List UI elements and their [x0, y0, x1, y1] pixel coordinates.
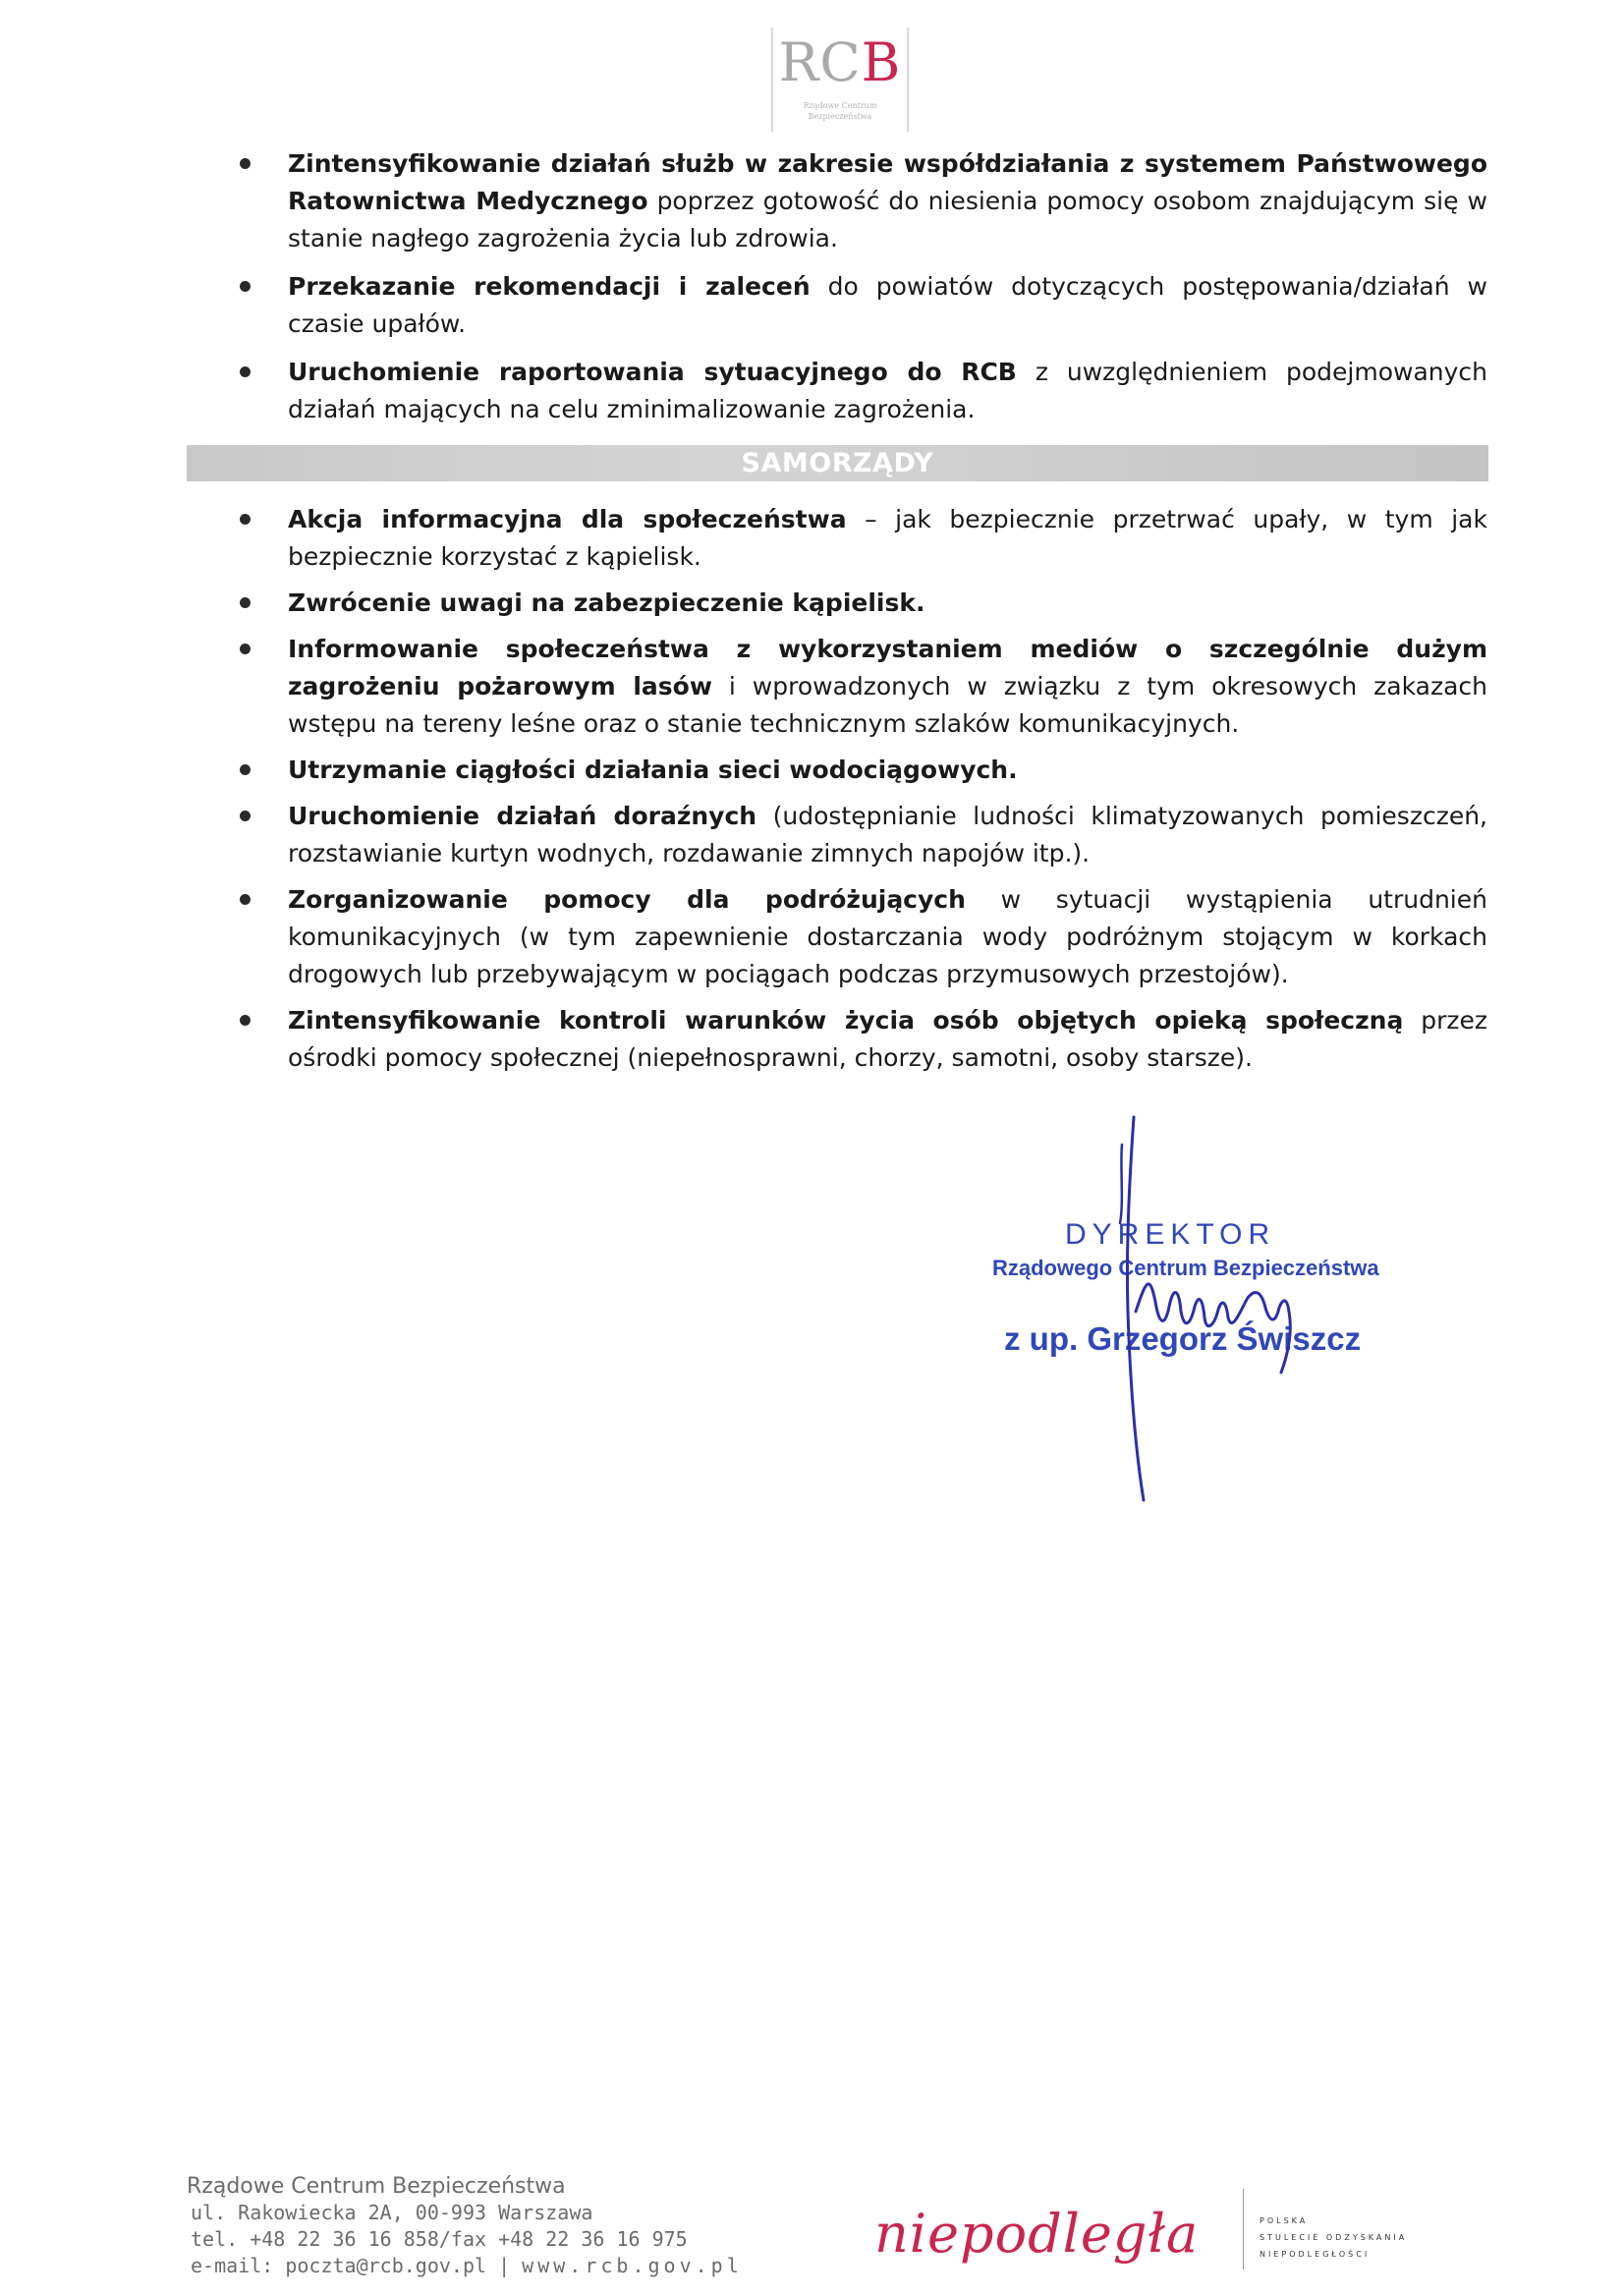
centenary-caption-line1: POLSKA	[1260, 2216, 1309, 2225]
bullet-icon	[240, 597, 251, 608]
list-item-bold: Uruchomienie działań doraźnych	[288, 802, 757, 830]
list-item-bold: Zwrócenie uwagi na zabezpieczenie kąpielisk.	[288, 588, 925, 617]
section-header-bar	[187, 445, 1488, 481]
bullet-icon	[240, 158, 251, 169]
section-title: SAMORZĄDY	[741, 448, 934, 478]
list-item-bold: Przekazanie rekomendacji i zaleceń	[288, 272, 811, 301]
list-item	[238, 881, 1487, 993]
list-item	[238, 585, 1487, 622]
list-item-text: i wprowadzonych w związku z tym okresowych zakazach wstępu na tereny leśne oraz o stanie technicznym szlaków komunikacyjnych.	[288, 672, 1487, 738]
bullet-icon	[240, 764, 251, 775]
handwritten-signature	[1100, 1115, 1336, 1508]
list-item	[238, 354, 1487, 428]
list-item-bold: Zorganizowanie pomocy dla podróżujących	[288, 885, 966, 914]
centenary-caption	[1260, 2212, 1407, 2263]
footer-street: ul. Rakowiecka 2A, 00-993 Warszawa	[191, 2201, 593, 2224]
logo-mark	[767, 31, 913, 94]
stamp-organization: Rządowego Centrum Bezpieczeństwa	[992, 1256, 1379, 1280]
list-item	[238, 145, 1487, 257]
list-item	[238, 631, 1487, 743]
bullet-icon	[240, 894, 251, 905]
centenary-caption-line2: STULECIE ODZYSKANIA	[1260, 2233, 1408, 2242]
logo-subtitle-line2: Bezpieczeństwa	[808, 112, 872, 121]
logo-letter-b: B	[861, 31, 902, 93]
niepodlegla-wordmark: niepodległa	[874, 2203, 1200, 2265]
stamp-name: z up. Grzegorz Świszcz	[1004, 1320, 1362, 1357]
list-item-text: poprzez gotowość do niesienia pomocy osobom znajdującym się w stanie nagłego zagrożenia życia lub zdrowia.	[288, 187, 1488, 252]
bullet-icon	[240, 281, 251, 292]
bullet-icon	[240, 811, 251, 821]
logo-letters-rc: RC	[778, 31, 862, 93]
actions-list-local-government	[238, 501, 1487, 1077]
list-item	[238, 1002, 1487, 1077]
stamp-title: DYREKTOR	[1065, 1218, 1276, 1251]
list-item-text: – jak bezpiecznie przetrwać upały, w tym jak bezpiecznie korzystać z kąpielisk.	[288, 505, 1487, 571]
logo-subtitle	[767, 100, 913, 122]
logo-subtitle-line1: Rządowe Centrum	[803, 101, 877, 110]
footer-email[interactable]: e-mail: poczta@rcb.gov.pl |	[191, 2254, 523, 2277]
list-item-text: w sytuacji wystąpienia utrudnień komunikacyjnych (w tym zapewnienie dostarczania wody podróżnym stojącym w korkach drogowych lub przebywającym w pociągach podczas przymusowych przestojów).	[288, 885, 1487, 988]
centenary-divider	[1243, 2189, 1244, 2269]
footer-contact	[187, 2253, 743, 2279]
bullet-icon	[240, 1015, 251, 1026]
list-item	[238, 798, 1487, 872]
footer-org-name: Rządowe Centrum Bezpieczeństwa	[187, 2174, 566, 2199]
list-item	[238, 268, 1487, 343]
list-item-bold: Zintensyfikowanie kontroli warunków życia osób objętych opieką społeczną	[288, 1006, 1404, 1035]
niepodlegla-logo	[874, 2171, 1228, 2279]
list-item-bold: Uruchomienie raportowania sytuacyjnego do RCB	[288, 358, 1017, 386]
bullet-icon	[240, 366, 251, 377]
list-item-bold: Informowanie społeczeństwa z wykorzystaniem mediów o szczególnie dużym zagrożeniu pożarowym lasów	[288, 635, 1487, 700]
bullet-icon	[240, 514, 251, 525]
list-item-text: z uwzględnieniem podejmowanych działań mających na celu zminimalizowanie zagrożenia.	[288, 358, 1487, 423]
list-item-bold: Utrzymanie ciągłości działania sieci wodociągowych.	[288, 756, 1018, 784]
footer-phone: tel. +48 22 36 16 858/fax +48 22 36 16 975	[191, 2227, 688, 2251]
footer-website-link[interactable]: www.rcb.gov.pl	[522, 2254, 743, 2277]
list-item	[238, 501, 1487, 576]
actions-list-services	[238, 145, 1487, 428]
rcb-logo	[767, 28, 913, 132]
list-item	[238, 752, 1487, 789]
footer-address	[187, 2173, 743, 2279]
bullet-icon	[240, 644, 251, 654]
list-item-bold: Akcja informacyjna dla społeczeństwa	[288, 505, 847, 533]
list-item-text: przez ośrodki pomocy społecznej (niepełnosprawni, chorzy, samotni, osoby starsze).	[288, 1006, 1487, 1072]
list-item-text: (udostępnianie ludności klimatyzowanych pomieszczeń, rozstawianie kurtyn wodnych, rozdawanie zimnych napojów itp.).	[288, 802, 1487, 868]
centenary-caption-line3: NIEPODLEGŁOŚCI	[1260, 2250, 1371, 2259]
list-item-text: do powiatów dotyczących postępowania/działań w czasie upałów.	[288, 272, 1487, 338]
centenary-logo	[874, 2171, 1425, 2279]
list-item-bold: Zintensyfikowanie działań służb w zakresie współdziałania z systemem Państwowego Ratownictwa Medycznego	[288, 149, 1487, 215]
